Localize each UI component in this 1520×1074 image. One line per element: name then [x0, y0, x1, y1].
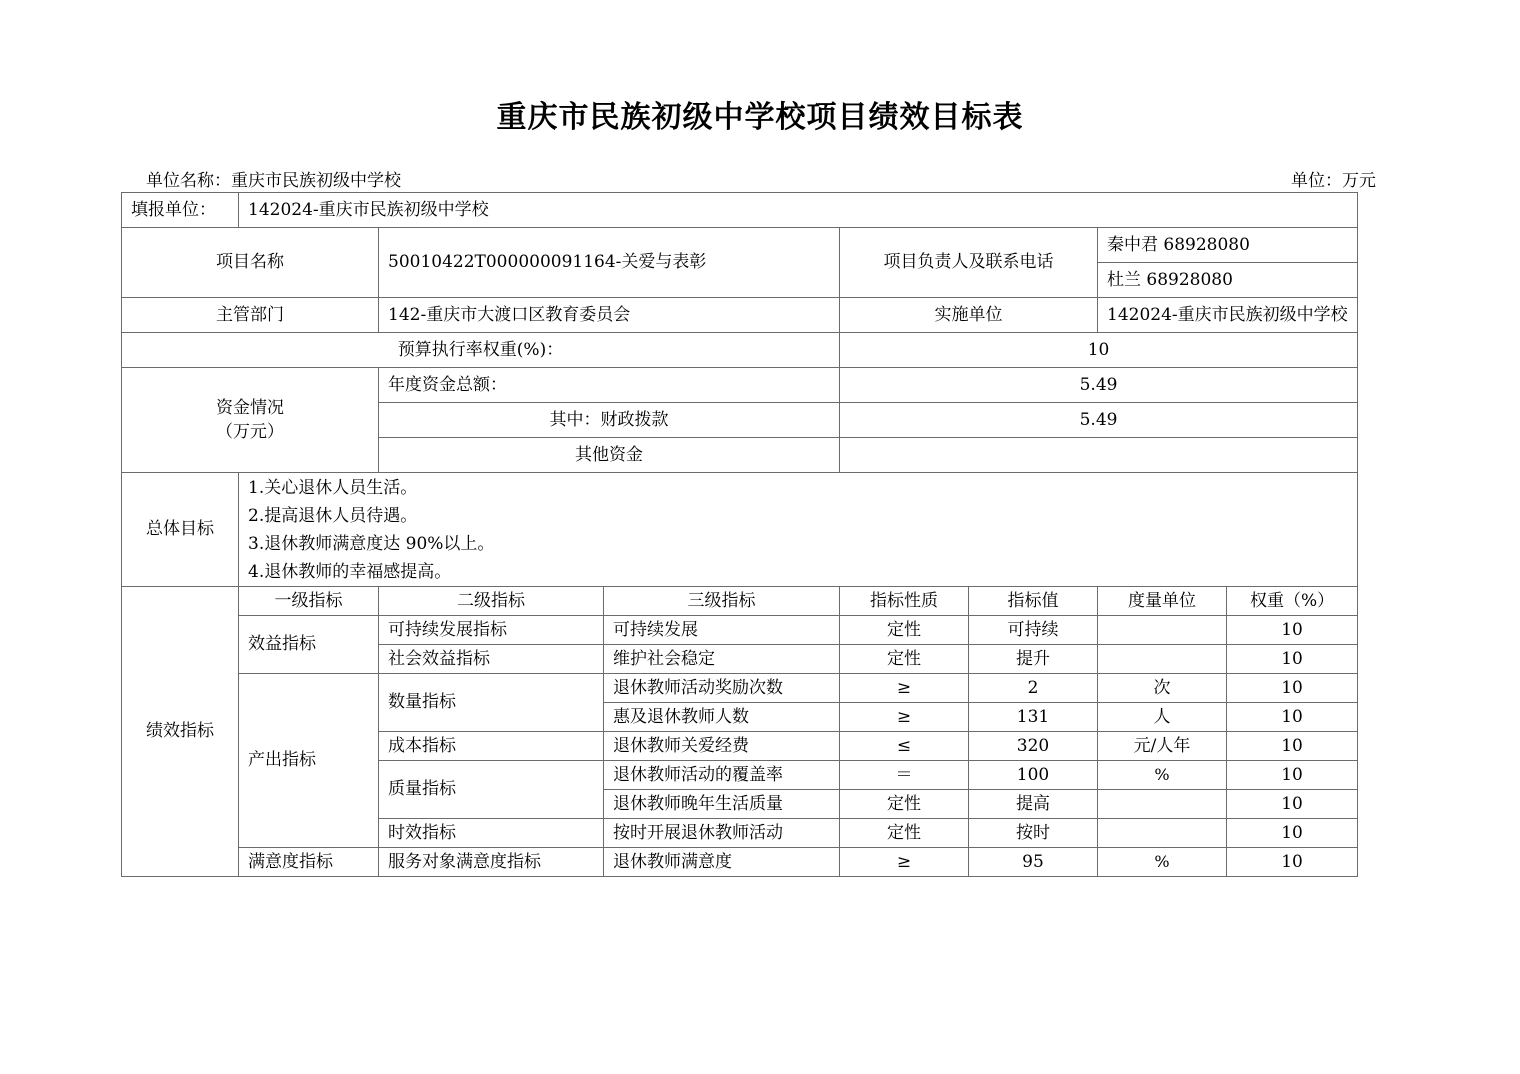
level1-satisfaction: 满意度指标 — [239, 848, 379, 877]
level3-cell: 维护社会稳定 — [604, 645, 840, 674]
indicator-header-row — [122, 587, 1358, 616]
value-cell: 95 — [969, 848, 1098, 877]
unit-cell — [1098, 645, 1227, 674]
weight-cell: 10 — [1227, 616, 1358, 645]
overall-goal-row — [122, 473, 1358, 587]
level2-quality: 质量指标 — [379, 761, 604, 819]
header-unit: 度量单位 — [1098, 587, 1227, 616]
weight-cell: 10 — [1227, 790, 1358, 819]
value-cell: 提升 — [969, 645, 1098, 674]
weight-cell: 10 — [1227, 703, 1358, 732]
project-name-value: 50010422T000000091164-关爱与表彰 — [379, 228, 840, 298]
overall-goal-content — [239, 473, 1358, 587]
indicators-label: 绩效指标 — [122, 587, 239, 877]
level2-social: 社会效益指标 — [379, 645, 604, 674]
level3-cell: 按时开展退休教师活动 — [604, 819, 840, 848]
nature-cell: 定性 — [840, 616, 969, 645]
unit-cell: 人 — [1098, 703, 1227, 732]
value-cell: 131 — [969, 703, 1098, 732]
nature-cell: ≤ — [840, 732, 969, 761]
project-contact-1: 秦中君 68928080 — [1098, 228, 1358, 263]
table-row — [122, 674, 1358, 703]
weight-cell: 10 — [1227, 732, 1358, 761]
dept-row — [122, 298, 1358, 333]
page-title: 重庆市民族初级中学校项目绩效目标表 — [496, 100, 1024, 135]
header-level2: 二级指标 — [379, 587, 604, 616]
overall-goal-line: 2.提高退休人员待遇。 — [248, 505, 418, 526]
funds-label — [122, 368, 379, 473]
level3-cell: 可持续发展 — [604, 616, 840, 645]
table-row — [122, 848, 1358, 877]
funds-row-total — [122, 368, 1358, 403]
unit-cell — [1098, 790, 1227, 819]
weight-cell: 10 — [1227, 674, 1358, 703]
nature-cell: ＝ — [840, 761, 969, 790]
project-name-label: 项目名称 — [122, 228, 379, 298]
nature-cell: ≥ — [840, 674, 969, 703]
nature-cell: 定性 — [840, 819, 969, 848]
level2-cost: 成本指标 — [379, 732, 604, 761]
nature-cell: ≥ — [840, 703, 969, 732]
level3-cell: 退休教师关爱经费 — [604, 732, 840, 761]
funds-total-value: 5.49 — [840, 368, 1358, 403]
value-cell: 可持续 — [969, 616, 1098, 645]
budget-rate-value: 10 — [840, 333, 1358, 368]
budget-rate-label: 预算执行率权重(%)： — [122, 333, 840, 368]
nature-cell: 定性 — [840, 790, 969, 819]
nature-cell: 定性 — [840, 645, 969, 674]
weight-cell: 10 — [1227, 761, 1358, 790]
dept-label: 主管部门 — [122, 298, 379, 333]
value-cell: 2 — [969, 674, 1098, 703]
level2-sustain: 可持续发展指标 — [379, 616, 604, 645]
unit-cell: % — [1098, 848, 1227, 877]
overall-goal-label: 总体目标 — [122, 473, 239, 587]
level1-output: 产出指标 — [239, 674, 379, 848]
funds-fiscal-label: 其中：财政拨款 — [379, 403, 840, 438]
value-cell: 100 — [969, 761, 1098, 790]
funds-other-label: 其他资金 — [379, 438, 840, 473]
funds-label-line2: （万元） — [216, 422, 284, 442]
unit-cell: % — [1098, 761, 1227, 790]
impl-value: 142024-重庆市民族初级中学校 — [1098, 298, 1358, 333]
nature-cell: ≥ — [840, 848, 969, 877]
funds-fiscal-value: 5.49 — [840, 403, 1358, 438]
level1-benefit: 效益指标 — [239, 616, 379, 674]
header-weight: 权重（%） — [1227, 587, 1358, 616]
level2-time: 时效指标 — [379, 819, 604, 848]
level3-cell: 退休教师晚年生活质量 — [604, 790, 840, 819]
header-nature: 指标性质 — [840, 587, 969, 616]
unit-cell — [1098, 616, 1227, 645]
unit-cell — [1098, 819, 1227, 848]
unit-cell: 元/人年 — [1098, 732, 1227, 761]
table-row — [122, 616, 1358, 645]
unit-cell: 次 — [1098, 674, 1227, 703]
level3-cell: 惠及退休教师人数 — [604, 703, 840, 732]
funds-other-value — [840, 438, 1358, 473]
overall-goal-line: 3.退休教师满意度达 90%以上。 — [248, 533, 495, 554]
weight-cell: 10 — [1227, 848, 1358, 877]
value-cell: 提高 — [969, 790, 1098, 819]
level2-quantity: 数量指标 — [379, 674, 604, 732]
overall-goal-line: 1.关心退休人员生活。 — [248, 477, 418, 498]
project-contact-label: 项目负责人及联系电话 — [840, 228, 1098, 298]
level3-cell: 退休教师活动的覆盖率 — [604, 761, 840, 790]
header-level1: 一级指标 — [239, 587, 379, 616]
project-row-1 — [122, 228, 1358, 263]
budget-rate-row — [122, 333, 1358, 368]
performance-table — [121, 192, 1358, 877]
dept-value: 142-重庆市大渡口区教育委员会 — [379, 298, 840, 333]
currency-unit: 单位：万元 — [1291, 171, 1376, 191]
filler-value: 142024-重庆市民族初级中学校 — [239, 193, 1358, 228]
unit-name: 单位名称：重庆市民族初级中学校 — [146, 171, 401, 191]
filler-row — [122, 193, 1358, 228]
level2-service: 服务对象满意度指标 — [379, 848, 604, 877]
level3-cell: 退休教师活动奖励次数 — [604, 674, 840, 703]
impl-label: 实施单位 — [840, 298, 1098, 333]
funds-total-label: 年度资金总额： — [379, 368, 840, 403]
project-contact-2: 杜兰 68928080 — [1098, 263, 1358, 298]
value-cell: 320 — [969, 732, 1098, 761]
header-value: 指标值 — [969, 587, 1098, 616]
level3-cell: 退休教师满意度 — [604, 848, 840, 877]
weight-cell: 10 — [1227, 819, 1358, 848]
overall-goal-line: 4.退休教师的幸福感提高。 — [248, 561, 452, 582]
filler-label: 填报单位： — [122, 193, 239, 228]
value-cell: 按时 — [969, 819, 1098, 848]
header-level3: 三级指标 — [604, 587, 840, 616]
weight-cell: 10 — [1227, 645, 1358, 674]
funds-label-line1: 资金情况 — [216, 397, 284, 418]
